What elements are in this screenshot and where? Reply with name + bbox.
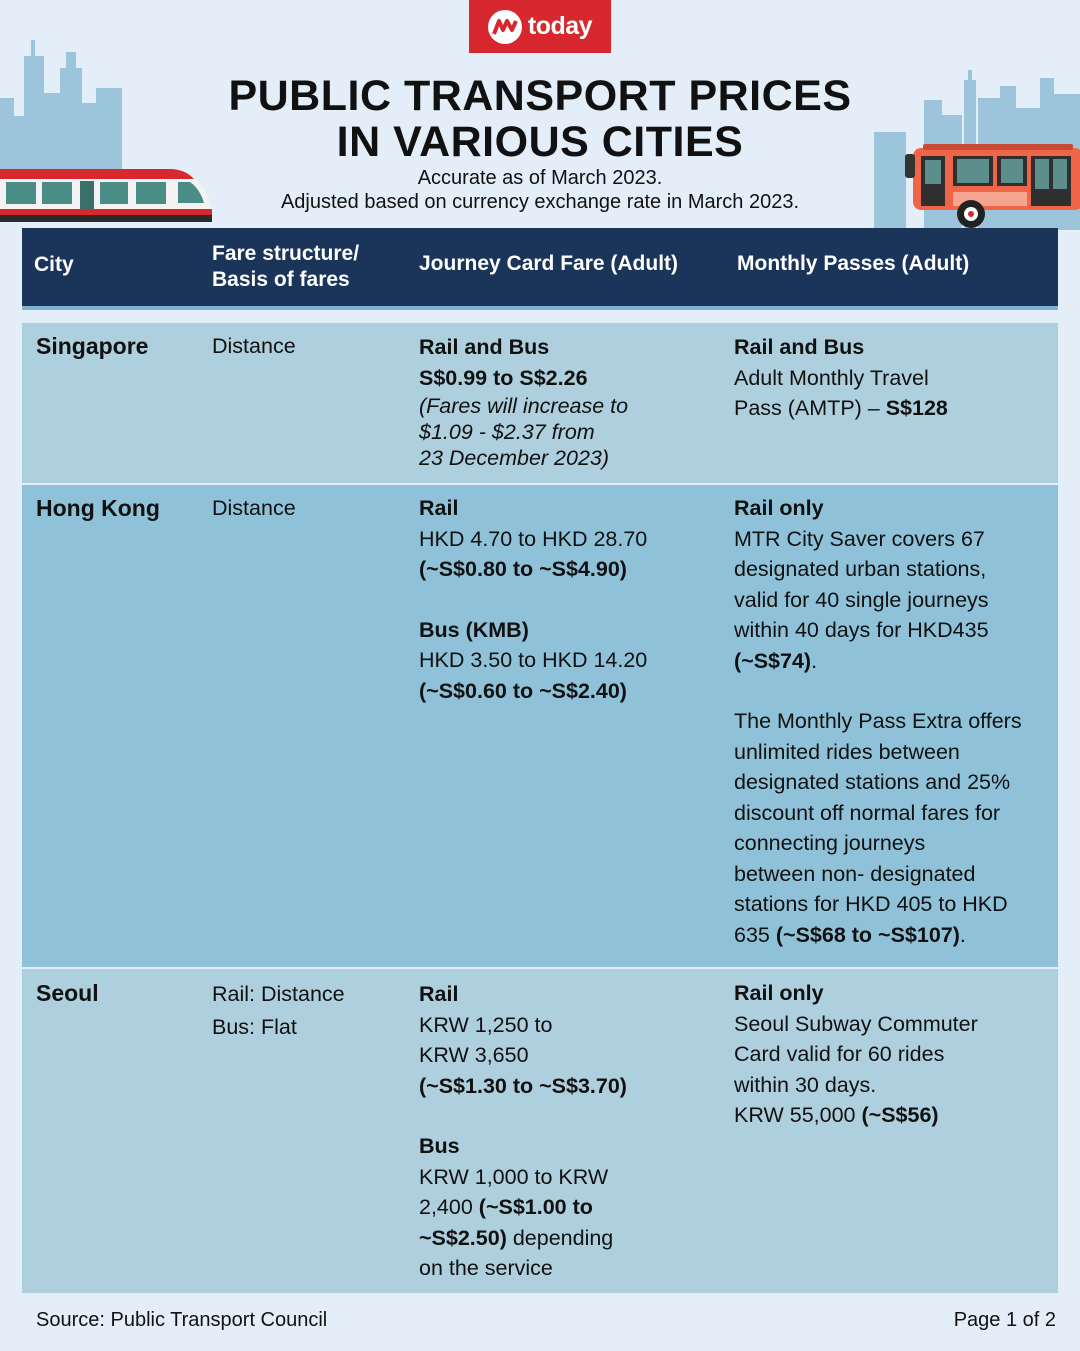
page-indicator: Page 1 of 2 bbox=[953, 1309, 1056, 1331]
city-name: Hong Kong bbox=[36, 495, 160, 521]
fare-basis: Distance bbox=[212, 334, 296, 358]
city-name: Seoul bbox=[36, 980, 99, 1006]
journey-fare: Rail and Bus S$0.99 to S$2.26 (Fares will increase to $1.09 - $2.37 from 23 December 2023) bbox=[419, 335, 629, 470]
logo-text: today bbox=[527, 12, 593, 40]
journey-fare: Rail KRW 1,250 to KRW 3,650 (~S$1.30 to ~S$3.70) Bus KRW 1,000 to KRW 2,400 (~S$1.00 to ~S$2.50) depending on the service bbox=[419, 982, 627, 1280]
fare-basis: Distance bbox=[212, 496, 296, 520]
table-row bbox=[22, 969, 1058, 1293]
today-logo bbox=[469, 0, 611, 53]
table-header bbox=[22, 228, 1058, 310]
table-row bbox=[22, 323, 1058, 483]
monthly-pass: Rail and Bus Adult Monthly Travel Pass (AMTP) – S$128 bbox=[734, 335, 948, 420]
page-title-line2: IN VARIOUS CITIES bbox=[336, 118, 744, 166]
column-header-journey-fare: Journey Card Fare (Adult) bbox=[419, 252, 679, 275]
subtitle-line2: Adjusted based on currency exchange rate in March 2023. bbox=[280, 191, 800, 213]
fare-basis: Rail: Distance Bus: Flat bbox=[212, 982, 345, 1039]
column-header-fare-structure: Fare structure/ Basis of fares bbox=[212, 242, 360, 291]
monthly-pass: Rail only MTR City Saver covers 67 designated urban stations, valid for 40 single journeys within 40 days for HKD435 (~S$74). The Monthly Pass Extra offers unlimited rides between designated stations and 25% discount off normal fares for connecting journeys between non- designated stations for HKD 405 to HKD 635 (~S$68 to ~S$107). bbox=[734, 496, 1022, 947]
journey-fare: Rail HKD 4.70 to HKD 28.70 (~S$0.80 to ~S$4.90) Bus (KMB) HKD 3.50 to HKD 14.20 (~S$0.60 to ~S$2.40) bbox=[419, 496, 648, 703]
table-row bbox=[22, 485, 1058, 967]
column-header-monthly-passes: Monthly Passes (Adult) bbox=[737, 252, 970, 275]
today-logo-icon bbox=[488, 10, 522, 44]
city-name: Singapore bbox=[36, 333, 149, 359]
column-header-city: City bbox=[34, 253, 74, 276]
subtitle: Accurate as of March 2023. bbox=[417, 167, 663, 189]
monthly-pass: Rail only Seoul Subway Commuter Card valid for 60 rides within 30 days. KRW 55,000 (~S$56) bbox=[734, 981, 978, 1127]
page-title: PUBLIC TRANSPORT PRICES bbox=[228, 72, 852, 120]
source-note: Source: Public Transport Council bbox=[36, 1309, 328, 1331]
